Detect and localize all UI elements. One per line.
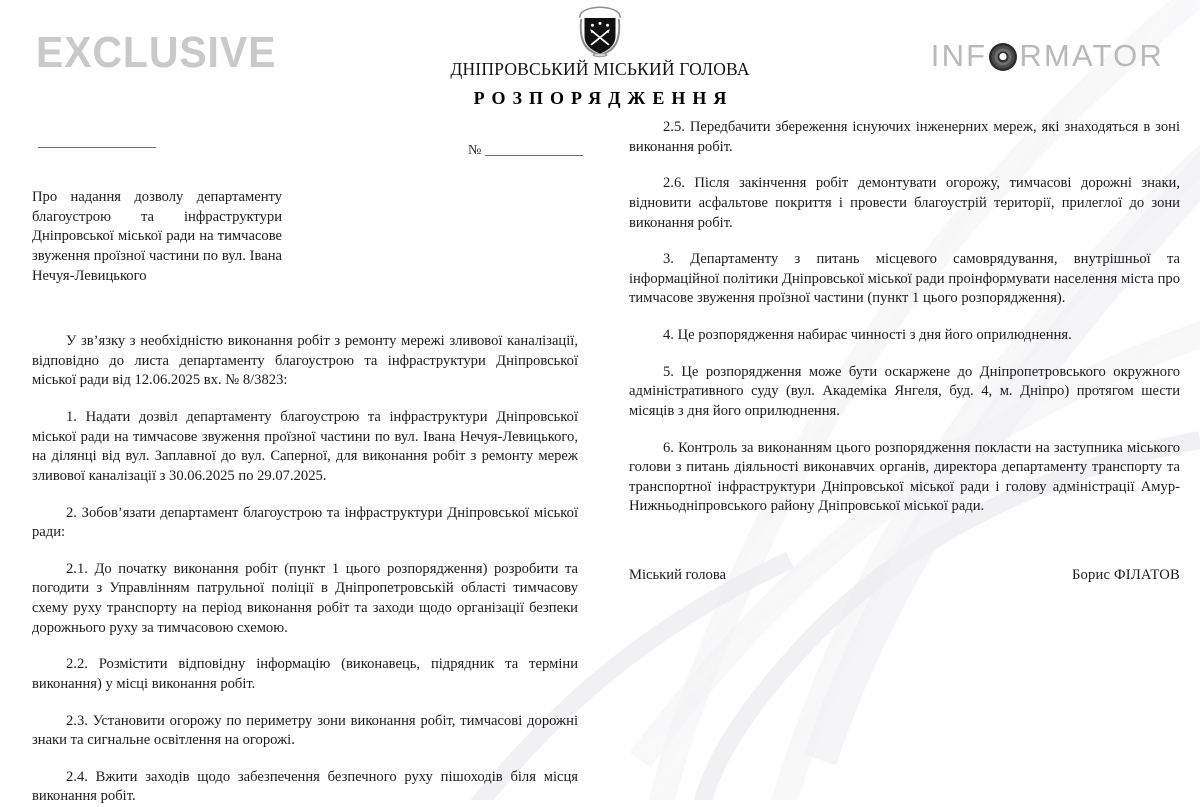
- paragraph-2-3: 2.3. Установити огорожу по периметру зони виконання робіт, тимчасові дорожні знаки та сигнальне освітлення на огорожі.: [32, 712, 578, 749]
- paragraph-preamble: У зв’язку з необхідністю виконання робіт з ремонту мережі зливової каналізації, відповідно до листа департаменту благоустрою та інфраструктури Дніпровської міської ради від 12.06.2025 вх. № 8/3823:: [32, 333, 578, 389]
- paragraph-2-6: 2.6. Після закінчення робіт демонтувати огорожу, тимчасові дорожні знаки, відновити асфальтове покриття і провести благоустрій території, прилеглої до зони виконання робіт.: [629, 175, 1180, 231]
- paragraph-3: 3. Департаменту з питань місцевого самоврядування, внутрішньої та інформаційної політики Дніпровської міської ради проінформувати населення міста про тимчасове звуження проїзної частини (пункт 1 цього розпорядження).: [629, 251, 1180, 307]
- informator-text-prefix: INF: [930, 38, 988, 73]
- paragraph-1: 1. Надати дозвіл департаменту благоустрою та інфраструктури Дніпровської міської ради на тимчасове звуження проїзної частини по вул. Івана Нечуя-Левицького, на ділянці від вул. Заплавної до вул. Саперної, для виконання робіт з ремонту мереж зливової каналізації з 30.06.2025 по 29.07.2025.: [32, 409, 578, 484]
- informator-text-suffix: RMATOR: [1019, 38, 1164, 73]
- paragraph-6: 6. Контроль за виконанням цього розпорядження покласти на заступника міського голови з питань діяльності виконавчих органів, директора департаменту транспорту та транспортної інфраструктури Дніпровської міської ради і голову адміністрації Амур-Нижньодніпровського району Дніпровської міської ради.: [629, 439, 1180, 515]
- paragraph-2-4: 2.4. Вжити заходів щодо забезпечення безпечного руху пішоходів біля місця виконання робіт.: [32, 768, 578, 805]
- left-column: [32, 188, 578, 807]
- document-number-group: [468, 131, 583, 158]
- left-column-body: [32, 332, 578, 807]
- paragraph-2: 2. Зобов’язати департамент благоустрою та інфраструктури Дніпровської міської ради:: [32, 504, 578, 541]
- paragraph-4: 4. Це розпорядження набирає чинності з дня його оприлюднення.: [663, 327, 1072, 343]
- document-subject: Про надання дозволу департаменту благоустрою та інфраструктури Дніпровської міської ради на тимчасове звуження проїзної частини по вул. Івана Нечуя-Левицького: [32, 189, 282, 284]
- paragraph-5: 5. Це розпорядження може бути оскаржене до Дніпропетровського окружного адміністративного суду (вул. Академіка Янгеля, буд. 4, м. Дніпро) протягом шести місяців з дня його оприлюднення.: [629, 363, 1180, 419]
- paragraph-2-5: 2.5. Передбачити збереження існуючих інженерних мереж, які знаходяться в зоні виконання робіт.: [629, 119, 1180, 155]
- right-column: [629, 118, 1180, 517]
- paragraph-2-2: 2.2. Розмістити відповідну інформацію (виконавець, підрядник та терміни виконання) у місці виконання робіт.: [32, 656, 578, 692]
- document-kind-title: РОЗПОРЯДЖЕННЯ: [473, 88, 734, 108]
- signature-position: Міський голова: [629, 567, 727, 583]
- signature-name: Борис ФІЛАТОВ: [1071, 567, 1180, 583]
- organization-title: ДНІПРОВСЬКИЙ МІСЬКИЙ ГОЛОВА: [450, 59, 750, 79]
- informator-logo-watermark: [931, 40, 1164, 71]
- dnipro-coat-of-arms-icon: [577, 6, 623, 58]
- number-symbol: №: [468, 143, 482, 158]
- number-blank-line: [485, 155, 583, 156]
- exclusive-watermark: EXCLUSIVE: [36, 28, 277, 77]
- informator-eye-icon: [988, 42, 1018, 72]
- paragraph-2-1: 2.1. До початку виконання робіт (пункт 1 цього розпорядження) розробити та погодити з Управлінням патрульної поліції в Дніпропетровській області тимчасову схему руху транспорту на період виконання робіт та заходи щодо організації безпеки дорожнього руху за тимчасовою схемою.: [32, 560, 578, 636]
- date-blank-line: [38, 147, 156, 148]
- signature-row: [629, 567, 1180, 584]
